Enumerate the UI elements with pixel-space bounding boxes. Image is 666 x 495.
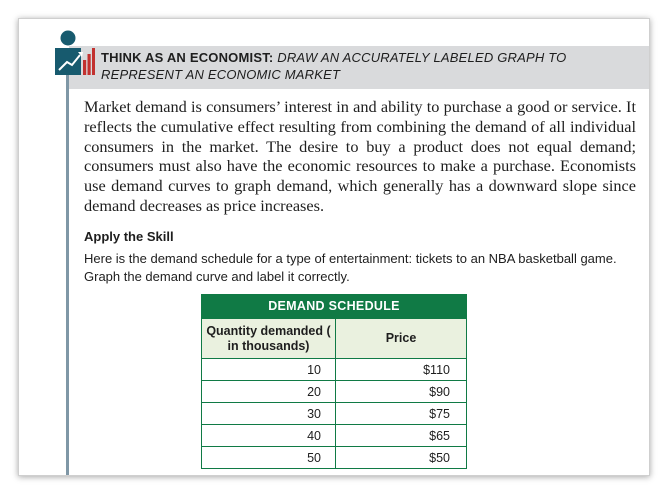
price-cell: $90 — [336, 381, 467, 403]
section-title — [101, 49, 641, 83]
quantity-cell: 10 — [202, 359, 336, 381]
price-cell: $65 — [336, 425, 467, 447]
price-cell: $75 — [336, 403, 467, 425]
apply-heading: Apply the Skill — [84, 229, 174, 244]
table-title: DEMAND SCHEDULE — [201, 294, 467, 318]
price-cell: $50 — [336, 447, 467, 469]
section-title-italic: DRAW AN ACCURATELY LABELED GRAPH TO REPRESENT AN ECONOMIC MARKET — [101, 50, 567, 82]
demand-schedule-table — [201, 294, 467, 469]
economist-chart-icon — [53, 30, 95, 78]
quantity-cell: 40 — [202, 425, 336, 447]
apply-instructions: Here is the demand schedule for a type of entertainment: tickets to an NBA basketball game. Graph the demand curve and label it correctly. — [84, 251, 617, 284]
page-card — [18, 18, 650, 476]
table-row — [202, 403, 467, 425]
table-row — [202, 447, 467, 469]
table-row — [202, 425, 467, 447]
body-paragraph: Market demand is consumers’ interest in and ability to purchase a good or service. It reflects the cumulative effect resulting from combining the demand of all individual consumers in the market. The desire to buy a product does not equal demand; consumers must also have the economic resources to make a purchase. Economists use demand curves to graph demand, which generally has a downward slope since demand decreases as price increases. — [84, 97, 636, 215]
quantity-cell: 50 — [202, 447, 336, 469]
column-header-quantity: Quantity demanded ( in thousands) — [202, 319, 336, 359]
column-header-price: Price — [336, 319, 467, 359]
quantity-cell: 30 — [202, 403, 336, 425]
table-row — [202, 359, 467, 381]
table-row — [202, 381, 467, 403]
section-title-bold: THINK AS AN ECONOMIST: — [101, 50, 274, 65]
price-cell: $110 — [336, 359, 467, 381]
quantity-cell: 20 — [202, 381, 336, 403]
margin-rule — [66, 49, 69, 476]
